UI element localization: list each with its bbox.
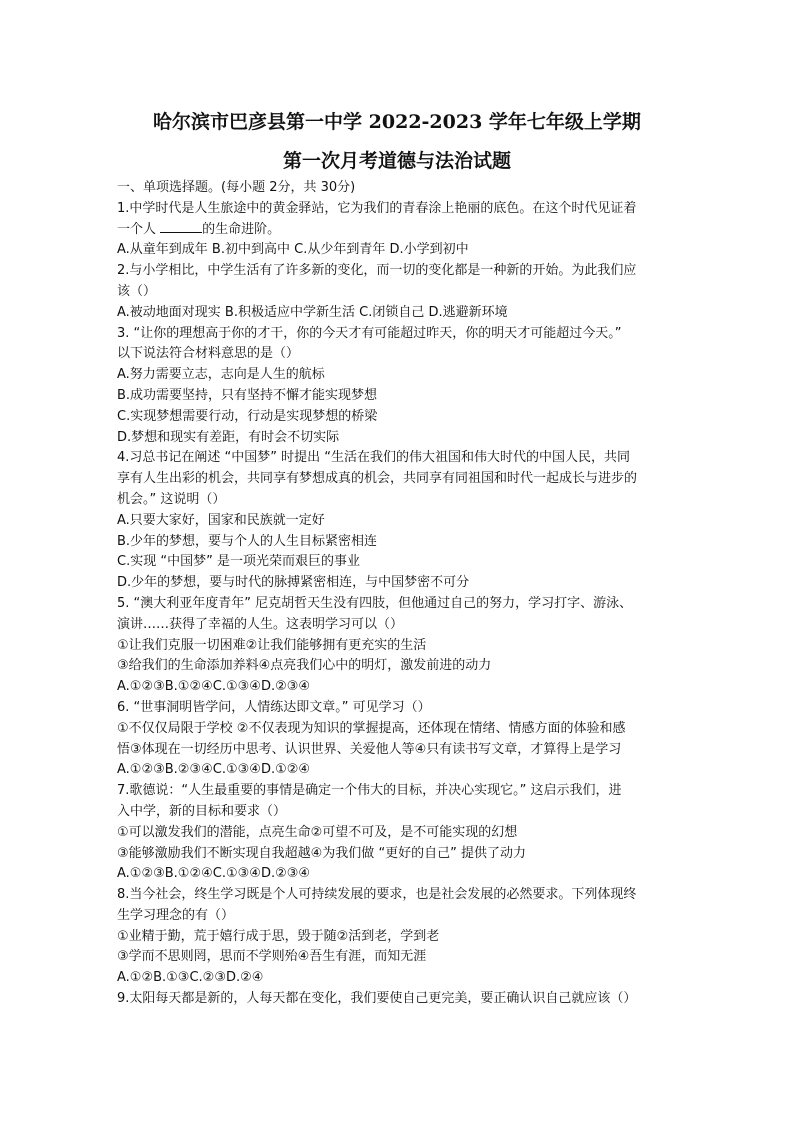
q4-option-d: D.少年的梦想，要与时代的脉搏紧密相连，与中国梦密不可分	[117, 575, 470, 591]
q6-choices-line1: ①不仅仅局限于学校 ②不仅表现为知识的掌握提高，还体现在情绪、情感方面的体验和感	[117, 720, 626, 736]
q1-stem-after-blank: 的生命进阶。	[202, 221, 281, 237]
q7-stem-line2: 入中学，新的目标和要求（）	[117, 803, 287, 819]
q3-option-c: C.实现梦想需要行动，行动是实现梦想的桥梁	[117, 408, 378, 424]
q7-choices-line1: ①可以激发我们的潜能，点亮生命②可望不可及，是不可能实现的幻想	[117, 824, 518, 840]
q1-answer-blank	[160, 220, 202, 233]
q1-stem-line1: 1.中学时代是人生旅途中的黄金驿站，它为我们的青春涂上艳丽的底色。在这个时代见证着	[117, 200, 637, 216]
q5-stem-line2: 演讲……获得了幸福的人生。这表明学习可以（）	[117, 616, 404, 632]
q5-choices-line2: ③给我们的生命添加养料④点亮我们心中的明灯，激发前进的动力	[117, 658, 492, 674]
q1-stem-before-blank: 一个人	[117, 221, 161, 237]
section-heading: 一、单项选择题。(每小题 2分，共 30分)	[117, 180, 356, 195]
q5-stem-line1: 5. “澳大利亚年度青年” 尼克胡哲天生没有四肢，但他通过自己的努力，学习打字、游泳、	[117, 595, 633, 611]
q6-stem-line1: 6. “世事洞明皆学问，人情练达即文章。” 可见学习（）	[117, 699, 431, 715]
q3-option-b: B.成功需要坚持，只有坚持不懈才能实现梦想	[117, 387, 378, 403]
q7-choices-line2: ③能够激励我们不断实现自我超越④为我们做 “更好的自己” 提供了动力	[117, 845, 527, 861]
q4-stem-line3: 机会。” 这说明（）	[117, 491, 226, 507]
exam-title-line1: 哈尔滨市巴彦县第一中学 2022-2023 学年七年级上学期	[153, 111, 641, 133]
q7-options: A.①②③B.①②④C.①③④D.②③④	[117, 866, 311, 882]
q4-option-a: A.只要大家好，国家和民族就一定好	[117, 512, 325, 528]
q3-stem-line1: 3. “让你的理想高于你的才干，你的今天才有可能超过昨天，你的明天才可能超过今天。”	[117, 325, 622, 341]
q2-stem-line1: 2.与小学相比，中学生活有了许多新的变化，而一切的变化都是一种新的开始。为此我们应	[117, 263, 637, 279]
q1-options: A.从童年到成年 B.初中到高中 C.从少年到青年 D.小学到初中	[117, 242, 469, 258]
q4-stem-line2: 享有人生出彩的机会，共同享有梦想成真的机会，共同享有同祖国和时代一起成长与进步的	[117, 471, 638, 487]
q8-choices-line2: ③学而不思则罔，思而不学则殆④吾生有涯，而知无涯	[117, 949, 427, 965]
q5-choices-line1: ①让我们克服一切困难②让我们能够拥有更充实的生活	[117, 637, 427, 653]
q2-stem-line2: 该（）	[117, 283, 157, 299]
q6-choices-line2: 悟③体现在一切经历中思考、认识世界、关爱他人等④只有读书写文章，才算得上是学习	[117, 741, 622, 757]
q4-option-c: C.实现 “中国梦” 是一项光荣而艰巨的事业	[117, 554, 360, 570]
q8-options: A.①②B.①③C.②③D.②④	[117, 970, 264, 986]
exam-content	[117, 178, 682, 1010]
q6-options: A.①②③B.②③④C.①③④D.①②④	[117, 762, 311, 778]
q9-stem-line1: 9.太阳每天都是新的，人每天都在变化，我们要使自己更完美，要正确认识自己就应该（）	[117, 991, 637, 1007]
q2-options: A.被动地面对现实 B.积极适应中学新生活 C.闭锁自己 D.逃避新环境	[117, 304, 508, 320]
q7-stem-line1: 7.歌德说：“人生最重要的事情是确定一个伟大的目标，并决心实现它。” 这启示我们，进	[117, 783, 622, 799]
q8-choices-line1: ①业精于勤，荒于嬉行成于思，毁于随②活到老，学到老	[117, 928, 440, 944]
exam-title-line2: 第一次月考道德与法治试题	[282, 150, 511, 172]
q3-option-a: A.努力需要立志，志向是人生的航标	[117, 367, 325, 383]
q4-option-b: B.少年的梦想，要与个人的人生目标紧密相连	[117, 533, 378, 549]
q3-option-d: D.梦想和现实有差距，有时会不切实际	[117, 429, 340, 445]
q8-stem-line2: 生学习理念的有（）	[117, 907, 235, 923]
q8-stem-line1: 8.当今社会，终生学习既是个人可持续发展的要求，也是社会发展的必然要求。下列体现终	[117, 887, 637, 903]
q4-stem-line1: 4.习总书记在阐述 “中国梦” 时提出 “生活在我们的伟大祖国和伟大时代的中国人民，共同	[117, 450, 631, 466]
q1-stem-line2	[117, 220, 682, 241]
q5-options: A.①②③B.①②④C.①③④D.②③④	[117, 679, 311, 695]
q3-stem-line2: 以下说法符合材料意思的是（）	[117, 346, 300, 362]
